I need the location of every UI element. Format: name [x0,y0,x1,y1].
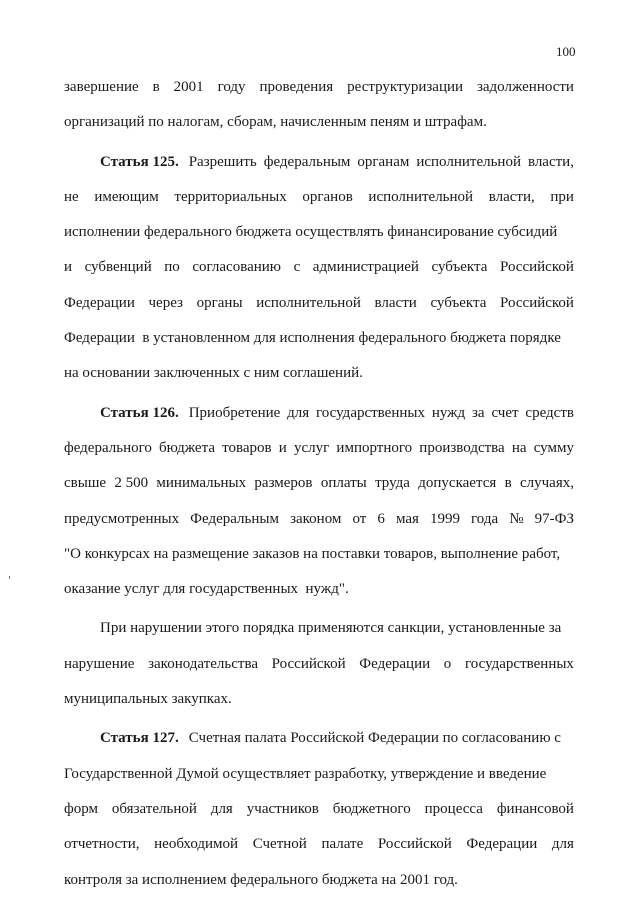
word: импортного [336,439,413,456]
word: по [164,259,180,276]
word: не [64,188,79,205]
text-line [64,611,574,646]
article-125 [64,145,574,392]
word: организаций по налогам, сборам, начисленным пеням и штрафам. [64,114,487,131]
word: федерального [64,439,152,456]
word: субвенций [84,259,152,276]
paragraph-continuation [64,70,574,141]
word: и [278,439,287,456]
text-line [64,827,574,862]
word: через [148,294,183,311]
word: свыше [64,475,107,492]
word: о [443,655,452,672]
word: и [64,259,73,276]
word: власти [374,294,417,311]
text-line [64,647,574,682]
word: имеющим [94,188,159,205]
article-126 [64,396,574,608]
word: муниципальных закупках. [64,691,232,708]
article-label: Статья 126. [100,404,179,421]
word: палате [321,836,364,853]
word: труда [375,475,410,492]
text-line [64,145,574,180]
word: администрацией [312,259,419,276]
text-line [64,105,574,140]
word: услуг [293,439,330,456]
word: форм [64,800,98,817]
word: государственных [464,655,574,672]
word: 97-ФЗ [534,510,574,527]
word: производства [419,439,505,456]
word: предусмотренных [64,510,180,527]
text-line [64,572,574,607]
word: процесса [424,800,483,817]
scan-mark [9,576,10,579]
word: субъекта [431,259,488,276]
word: Федеральным [190,510,279,527]
word: отчетности, [64,836,140,853]
sanctions-paragraph [64,611,574,717]
word: Федерации в установленном для исполнения федерального бюджета порядке [64,330,561,347]
document-body [64,70,574,898]
word: При нарушении этого порядка применяются санкции, установленные за [100,620,562,637]
word: исполнении федерального бюджета осуществлять финансирование субсидий [64,224,558,241]
word: для [210,800,233,817]
word: проведения [259,79,334,95]
word: для [287,404,310,421]
text-line [64,180,574,215]
word: Государственной Думой осуществляет разработку, утверждение и введение [64,765,547,782]
word: средств [525,404,574,421]
word: власти, [527,153,574,170]
word: необходимой [154,836,239,853]
word: нужд [431,404,466,421]
word: при [550,188,574,205]
word: законом [290,510,342,527]
word: участников [246,800,319,817]
word: обязательной [111,800,197,817]
text-line [64,721,574,756]
word: органов [302,188,353,205]
word: Российской [500,294,574,311]
word: счет [491,404,519,421]
word: исполнительной [368,188,474,205]
word: исполнительной [416,153,521,170]
word: 1999 [429,510,460,527]
word: на основании заключенных с ним соглашений. [64,365,363,382]
word: власти, [488,188,535,205]
word: от [352,510,367,527]
text-line [64,356,574,391]
text-line [64,286,574,321]
text-line [64,466,574,501]
word: бюджетного [332,800,411,817]
word: территориальных [174,188,287,205]
word: Российской [271,655,346,672]
word: Приобретение [188,404,281,421]
word: субъекта [430,294,487,311]
text-line [64,321,574,356]
text-line [64,863,574,898]
text-line [64,537,574,572]
text-line [64,215,574,250]
word: реструктуризации [347,79,464,95]
text-line [64,70,574,105]
text-line [64,396,574,431]
word: в [152,79,160,95]
word: за [472,404,485,421]
word: согласованию [192,259,282,276]
word: Федерации [466,836,538,853]
word: размеров [254,475,313,492]
word: Федерации [359,655,431,672]
word: бюджета [159,439,215,456]
word: государственных [316,404,425,421]
word: для [551,836,574,853]
text-line [64,792,574,827]
word: органам [357,153,410,170]
word: мая [395,510,419,527]
word: федеральным [263,153,351,170]
word: № [509,510,524,527]
word: Российской [499,259,574,276]
word: оказание услуг для государственных нужд". [64,581,349,598]
word: в [504,475,512,492]
text-line [64,431,574,466]
article-127 [64,721,574,897]
word: минимальных [156,475,247,492]
word: оплаты [320,475,367,492]
text-line [64,757,574,792]
word: Федерации [64,294,135,311]
word: случаях, [519,475,574,492]
word: товаров [222,439,272,456]
page-number: 100 [556,44,576,59]
word: Российской [377,836,452,853]
word: "О конкурсах на размещение заказов на поставки товаров, выполнение работ, [64,545,561,562]
word: года [471,510,499,527]
word: Разрешить [188,153,257,170]
article-label: Статья 127. [100,730,179,747]
word: Счетная палата Российской Федерации по согласованию с [188,730,561,747]
word: контроля за исполнением федерального бюджета на 2001 год. [64,871,458,888]
text-line [64,250,574,285]
word: 2 500 [114,475,149,492]
text-line [64,682,574,717]
word: сумму [533,439,574,456]
word: исполнительной [256,294,361,311]
word: допускается [418,475,497,492]
word: нарушение [64,655,135,672]
word: году [217,79,246,95]
word: задолженности [476,79,574,95]
word: органы [196,294,243,311]
word: Счетной [252,836,307,853]
word: 2001 [173,79,204,95]
word: на [511,439,527,456]
word: 6 [377,510,385,527]
word: финансовой [496,800,574,817]
text-line [64,502,574,537]
word: завершение [64,79,139,95]
word: законодательства [148,655,258,672]
word: с [293,259,301,276]
article-label: Статья 125. [100,153,179,170]
